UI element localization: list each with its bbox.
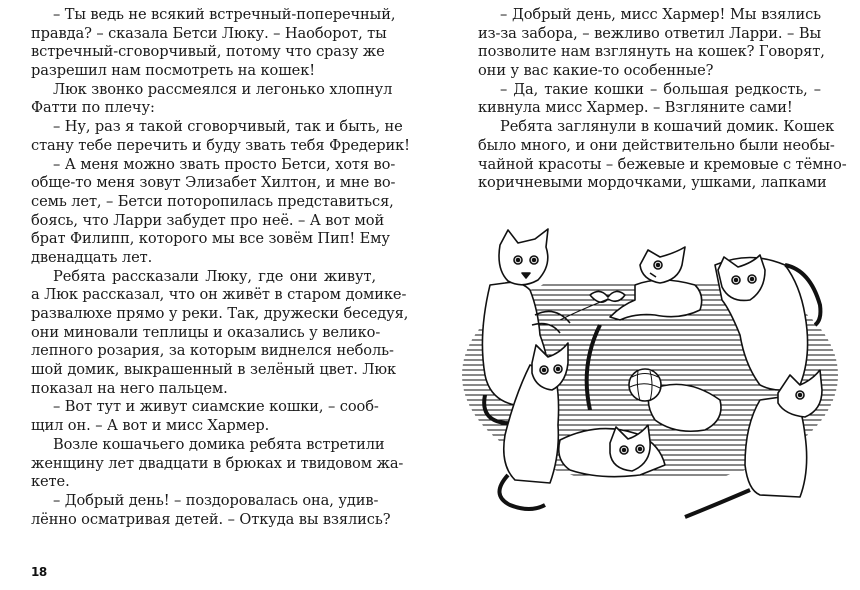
text-line: чайной красоты – бежевые и кремовые с тёмно- [478, 155, 847, 173]
text-line: семь лет, – Бетси поторопилась представиться, [31, 192, 394, 210]
text-line: было много, и они действительно были необы- [478, 136, 835, 154]
text-line: правда? – сказала Бетси Люку. – Наоборот, ты [31, 24, 387, 42]
text-line: – Ну, раз я такой сговорчивый, так и быть, не [53, 118, 403, 136]
text-line: шой домик, выкрашенный в зелёный цвет. Люк [31, 361, 397, 379]
cats-drawing-icon [460, 225, 840, 530]
text-line: Ребята рассказали Люку, где они живут, [53, 267, 376, 285]
left-page-text [31, 6, 410, 529]
text-line: из-за забора, – вежливо ответил Ларри. – Вы [478, 24, 821, 42]
text-line: Ребята заглянули в кошачий домик. Кошек [500, 118, 835, 136]
text-line: – А меня можно звать просто Бетси, хотя во- [53, 155, 396, 173]
page-number: 18 [31, 565, 47, 579]
text-line: – Ты ведь не всякий встречный-поперечный, [53, 6, 396, 23]
text-line: а Люк рассказал, что он живёт в старом домике- [31, 286, 407, 304]
text-line: кете. [31, 473, 70, 491]
text-line: Люк звонко рассмеялся и легонько хлопнул [53, 80, 393, 98]
text-line: щил он. – А вот и мисс Хармер. [31, 417, 270, 435]
right-page-text [478, 6, 847, 193]
text-line: Фатти по плечу: [31, 99, 155, 117]
text-line: двенадцать лет. [31, 248, 153, 266]
text-line: встречный-сговорчивый, потому что сразу же [31, 43, 385, 61]
text-line: обще-то меня зовут Элизабет Хилтон, и мне во- [31, 174, 396, 192]
text-line: позволите нам взглянуть на кошек? Говорят, [478, 43, 825, 61]
text-line: – Вот тут и живут сиамские кошки, – сооб- [53, 398, 379, 416]
right-page [430, 0, 860, 590]
text-line: боясь, что Ларри забудет про неё. – А вот мой [31, 211, 385, 229]
text-line: коричневыми мордочками, ушками, лапками [478, 174, 827, 192]
text-line: они миновали теплицы и оказались у велико- [31, 323, 381, 341]
text-line: женщину лет двадцати в брюках и твидовом жа- [31, 454, 404, 472]
text-line: лённо осматривая детей. – Откуда вы взялись? [31, 510, 391, 528]
text-line: развалюхе прямо у реки. Так, дружески беседуя, [31, 305, 409, 322]
text-line: – Да, такие кошки – большая редкость, – [500, 80, 821, 98]
text-line: они у вас какие-то особенные? [478, 62, 714, 80]
text-line: показал на него пальцем. [31, 379, 228, 397]
text-line: брат Филипп, которого мы все зовём Пип! Ему [31, 230, 390, 248]
text-line: стану тебе перечить и буду звать тебя Фредерик! [31, 136, 410, 154]
text-line: лепного розария, за которым виднелся неболь- [31, 342, 394, 360]
cats-illustration [460, 225, 840, 530]
text-line: разрешил нам посмотреть на кошек! [31, 62, 316, 80]
text-line: Возле кошачьего домика ребята встретили [53, 435, 385, 453]
text-line: – Добрый день! – поздоровалась она, удив- [53, 491, 379, 509]
text-line: кивнула мисс Хармер. – Взгляните сами! [478, 99, 793, 117]
text-line: – Добрый день, мисс Хармер! Мы взялись [500, 6, 821, 23]
